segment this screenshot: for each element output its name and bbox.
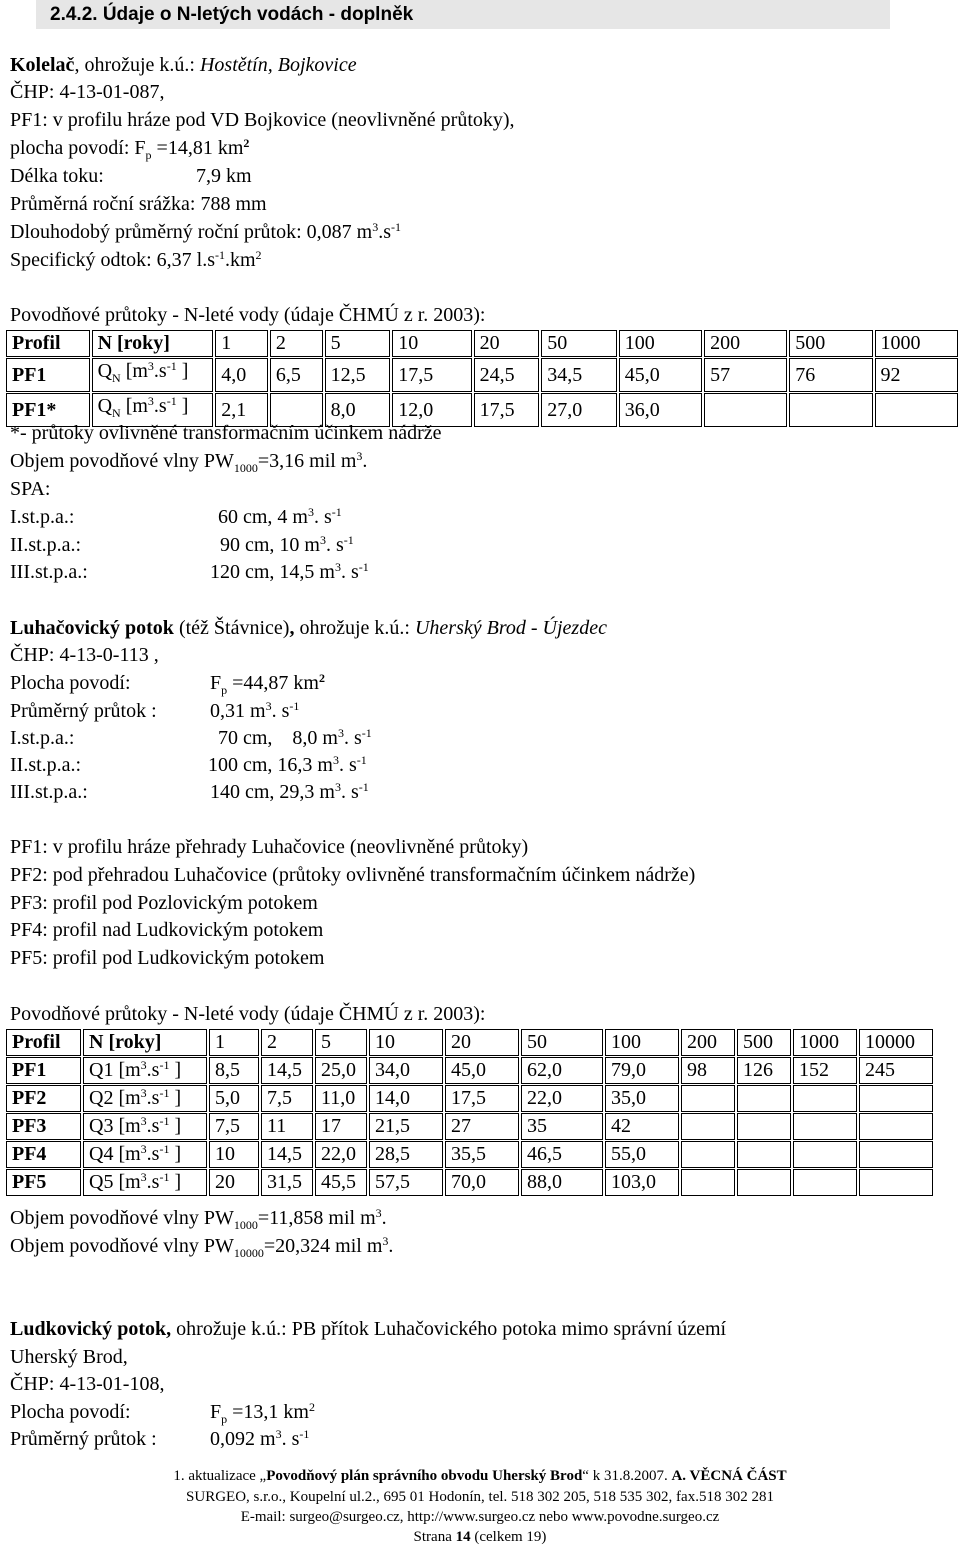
table-header-cell: 10 xyxy=(392,330,471,357)
table-header-cell: 5 xyxy=(325,330,391,357)
table-header-cell: 200 xyxy=(704,330,787,357)
flood-title: Povodňové průtoky - N-leté vody (údaje ČHMÚ z r. 2003): xyxy=(10,1003,486,1025)
kolelac-flood-table xyxy=(4,329,960,428)
table-header-cell: 1000 xyxy=(793,1029,857,1056)
footer-line-1: 1. aktualizace „Povodňový plán správního obvodu Uherský Brod“ k 31.8.2007. A. VĚCNÁ ČÁST xyxy=(173,1468,787,1484)
chp-line: ČHP: 4-13-01-087, xyxy=(10,81,165,103)
table-header-cell: 500 xyxy=(737,1029,791,1056)
value-cell: 2,1 xyxy=(215,393,268,427)
wave-volume-line: Objem povodňové vlny $PW_{10000}=20,324$ mil $m^3$. xyxy=(10,1234,394,1260)
value-cell: 88,0 xyxy=(521,1169,603,1196)
table-header-cell: 500 xyxy=(789,330,872,357)
value-cell: 7,5 xyxy=(261,1085,313,1112)
value-cell: 45,5 xyxy=(315,1169,367,1196)
value-cell xyxy=(737,1141,791,1168)
table-header-cell: 1 xyxy=(215,330,268,357)
value-cell: 11 xyxy=(261,1113,313,1140)
value-cell: 25,0 xyxy=(315,1057,367,1084)
value-cell: 17,5 xyxy=(445,1085,519,1112)
footer-line-2: SURGEO, s.r.o., Koupelní ul.2., 695 01 Hodonín, tel. 518 302 205, 518 535 302, fax.518 302 281 xyxy=(186,1489,774,1505)
value-cell: 20 xyxy=(209,1169,259,1196)
value-cell xyxy=(737,1169,791,1196)
profile-desc: PF5: profil pod Ludkovickým potokem xyxy=(10,947,325,969)
flow-line xyxy=(10,220,401,244)
unit-cell: $Q_N$ [$m^3.s^{-1}$ ] xyxy=(92,358,214,392)
value-cell: 14,5 xyxy=(261,1141,313,1168)
value-cell: 11,0 xyxy=(315,1085,367,1112)
value-cell: 4,0 xyxy=(215,358,268,392)
value-cell xyxy=(681,1085,735,1112)
table-header-cell: 20 xyxy=(474,330,540,357)
section-heading: 2.4.2. Údaje o N-letých vodách - doplněk xyxy=(36,0,890,29)
value-cell: 34,0 xyxy=(369,1057,443,1084)
value-cell: 22,0 xyxy=(521,1085,603,1112)
value-cell xyxy=(704,393,787,427)
profil-cell: PF1* xyxy=(6,393,90,427)
flood-title: Povodňové průtoky - N-leté vody (údaje ČHMÚ z r. 2003): xyxy=(10,304,486,326)
profile-desc: PF4: profil nad Ludkovickým potokem xyxy=(10,919,324,941)
value-cell: 7,5 xyxy=(209,1113,259,1140)
flow-line: Průměrný průtok : 0,092 $m^3$. $s^{-1}$ xyxy=(10,1427,310,1450)
luhacovicky-title-line: Luhačovický potok (též Štávnice), ohrožuje k.ú.: Uherský Brod - Újezdec xyxy=(10,617,607,639)
rain-line: Průměrná roční srážka: 788 mm xyxy=(10,193,267,215)
value-cell xyxy=(859,1113,933,1140)
spa-line: III.st.p.a.: 140 cm, 29,3 $m^3$. $s^{-1}$ xyxy=(10,780,369,803)
unit-cell: Q3 [$m^3.s^{-1}$ ] xyxy=(83,1113,207,1140)
value-cell xyxy=(737,1113,791,1140)
spec-unit-sup: 2 xyxy=(255,248,262,262)
value-cell xyxy=(789,393,872,427)
spec-unit: .km xyxy=(224,249,256,271)
value-cell xyxy=(681,1113,735,1140)
profile-desc: PF3: profil pod Pozlovickým potokem xyxy=(10,892,318,914)
table-header-cell: 2 xyxy=(270,330,323,357)
value-cell: 35,0 xyxy=(605,1085,679,1112)
threat-prefix: , ohrožuje k.ú.: xyxy=(74,54,200,76)
table-row xyxy=(6,1113,933,1140)
value-cell: 45,0 xyxy=(619,358,702,392)
area-line xyxy=(10,136,249,167)
value-cell: 45,0 xyxy=(445,1057,519,1084)
value-cell: 8,5 xyxy=(209,1057,259,1084)
stream-name: Kolelač xyxy=(10,54,75,76)
table-header-cell: 5 xyxy=(315,1029,367,1056)
flow-text: Dlouhodobý průměrný roční průtok: 0,087 m xyxy=(10,221,373,243)
table-header-row xyxy=(6,330,958,357)
table-row xyxy=(6,1169,933,1196)
chp-line: ČHP: 4-13-01-108, xyxy=(10,1373,165,1395)
table-row xyxy=(6,1085,933,1112)
area-label: plocha povodí: F xyxy=(10,137,146,159)
ludkovicky-title-line: Ludkovický potok, ohrožuje k.ú.: PB přítok Luhačovického potoka mimo správní území xyxy=(10,1318,727,1340)
area-line: Plocha povodí: $F_p =44,87$ $km^2$ xyxy=(10,671,325,697)
value-cell: 46,5 xyxy=(521,1141,603,1168)
value-cell: 70,0 xyxy=(445,1169,519,1196)
flow-unit: .s xyxy=(378,221,391,243)
unit-cell: Q1 [$m^3.s^{-1}$ ] xyxy=(83,1057,207,1084)
value-cell xyxy=(793,1085,857,1112)
area-value: =14,81 km xyxy=(151,137,244,159)
table-row xyxy=(6,358,958,392)
value-cell: 22,0 xyxy=(315,1141,367,1168)
wave-volume-line: Objem povodňové vlny $PW_{1000}=3,16$ mil $m^3$. xyxy=(10,449,368,475)
flow-sup: 3 xyxy=(372,220,379,234)
spa-label: SPA: xyxy=(10,478,51,500)
value-cell xyxy=(859,1169,933,1196)
spa-line: III.st.p.a.: 120 cm, 14,5 $m^3$. $s^{-1}$ xyxy=(10,560,369,583)
table-row xyxy=(6,1141,933,1168)
footer-line-3: E-mail: surgeo@surgeo.cz, http://www.surgeo.cz nebo www.povodne.surgeo.cz xyxy=(240,1509,720,1525)
value-cell: 6,5 xyxy=(270,358,323,392)
value-cell: 14,5 xyxy=(261,1057,313,1084)
luhacovicky-flood-table xyxy=(4,1028,935,1197)
spec-text: Specifický odtok: 6,37 l.s xyxy=(10,249,215,271)
value-cell xyxy=(793,1141,857,1168)
value-cell: 55,0 xyxy=(605,1141,679,1168)
pf1-line: PF1: v profilu hráze pod VD Bojkovice (neovlivněné průtoky), xyxy=(10,109,515,131)
length-line xyxy=(10,164,252,188)
value-cell: 27,0 xyxy=(541,393,616,427)
table-header-cell: 200 xyxy=(681,1029,735,1056)
spa-line: II.st.p.a.: 100 cm, 16,3 $m^3$. $s^{-1}$ xyxy=(10,753,367,776)
area-line: Plocha povodí: $F_p =13,1$ $km^2$ xyxy=(10,1400,315,1426)
value-cell xyxy=(681,1141,735,1168)
chp-line: ČHP: 4-13-0-113 , xyxy=(10,644,159,666)
table-header-cell: 2 xyxy=(261,1029,313,1056)
value-cell: 17,5 xyxy=(392,358,471,392)
value-cell: 98 xyxy=(681,1057,735,1084)
table-header-cell: 50 xyxy=(521,1029,603,1056)
value-cell: 57 xyxy=(704,358,787,392)
kolelac-title-line xyxy=(10,53,357,77)
value-cell: 21,5 xyxy=(369,1113,443,1140)
unit-cell: Q2 [$m^3.s^{-1}$ ] xyxy=(83,1085,207,1112)
table-header-cell: 1000 xyxy=(875,330,959,357)
value-cell: 35 xyxy=(521,1113,603,1140)
threat-places: Uherský Brod - Újezdec xyxy=(414,617,607,639)
unit-cell: Q4 [$m^3.s^{-1}$ ] xyxy=(83,1141,207,1168)
table-header-cell: 10 xyxy=(369,1029,443,1056)
value-cell: 14,0 xyxy=(369,1085,443,1112)
value-cell: 42 xyxy=(605,1113,679,1140)
value-cell: 5,0 xyxy=(209,1085,259,1112)
value-cell xyxy=(859,1085,933,1112)
value-cell: 10 xyxy=(209,1141,259,1168)
length-value: 7,9 km xyxy=(196,165,252,187)
profil-cell: PF1 xyxy=(6,358,90,392)
table-header-cell: 100 xyxy=(605,1029,679,1056)
value-cell xyxy=(681,1169,735,1196)
table-header-cell: N [roky] xyxy=(92,330,214,357)
value-cell: 36,0 xyxy=(619,393,702,427)
profil-cell: PF1 xyxy=(6,1057,81,1084)
value-cell: 8,0 xyxy=(325,393,391,427)
table-header-cell: 100 xyxy=(619,330,702,357)
spec-sup: -1 xyxy=(214,248,225,262)
value-cell: 126 xyxy=(737,1057,791,1084)
table-header-cell: Profil xyxy=(6,1029,81,1056)
profil-cell: PF3 xyxy=(6,1113,81,1140)
spa-line: II.st.p.a.: 90 cm, 10 $m^3$. $s^{-1}$ xyxy=(10,533,354,556)
table-header-cell: 20 xyxy=(445,1029,519,1056)
table-header-row xyxy=(6,1029,933,1056)
value-cell: 76 xyxy=(789,358,872,392)
flow-line: Průměrný průtok : 0,31 $m^3$. $s^{-1}$ xyxy=(10,699,300,722)
area-sup: 2 xyxy=(243,136,250,150)
value-cell: 62,0 xyxy=(521,1057,603,1084)
table-header-cell: Profil xyxy=(6,330,90,357)
footer-page-number: Strana 14 (celkem 19) xyxy=(413,1529,547,1545)
spa-line: I.st.p.a.: 60 cm, 4 $m^3$. $s^{-1}$ xyxy=(10,505,342,528)
spa-line: I.st.p.a.: 70 cm, 8,0 $m^3$. $s^{-1}$ xyxy=(10,726,372,749)
value-cell: 31,5 xyxy=(261,1169,313,1196)
profile-desc: PF2: pod přehradou Luhačovice (průtoky ovlivněné transformačním účinkem nádrže) xyxy=(10,864,696,886)
value-cell: 17 xyxy=(315,1113,367,1140)
profil-cell: PF5 xyxy=(6,1169,81,1196)
profile-desc: PF1: v profilu hráze přehrady Luhačovice (neovlivněné průtoky) xyxy=(10,836,529,858)
length-label: Délka toku: xyxy=(10,165,104,187)
specific-runoff-line xyxy=(10,248,262,272)
value-cell: 27 xyxy=(445,1113,519,1140)
table-header-cell: 50 xyxy=(541,330,616,357)
value-cell: 24,5 xyxy=(474,358,540,392)
table-header-cell: 10000 xyxy=(859,1029,933,1056)
table-row xyxy=(6,1057,933,1084)
stream-name: Ludkovický potok, xyxy=(10,1318,172,1340)
value-cell: 152 xyxy=(793,1057,857,1084)
value-cell xyxy=(859,1141,933,1168)
value-cell: 35,5 xyxy=(445,1141,519,1168)
flow-unit-sup: -1 xyxy=(390,220,401,234)
value-cell: 17,5 xyxy=(474,393,540,427)
value-cell: 57,5 xyxy=(369,1169,443,1196)
value-cell xyxy=(737,1085,791,1112)
value-cell: 34,5 xyxy=(541,358,616,392)
value-cell xyxy=(793,1113,857,1140)
value-cell: 245 xyxy=(859,1057,933,1084)
table-header-cell: N [roky] xyxy=(83,1029,207,1056)
threat-places: Hostětín, Bojkovice xyxy=(199,54,357,76)
value-cell: 92 xyxy=(875,358,959,392)
unit-cell: $Q_N$ [$m^3.s^{-1}$ ] xyxy=(92,393,214,427)
profil-cell: PF2 xyxy=(6,1085,81,1112)
value-cell: 79,0 xyxy=(605,1057,679,1084)
value-cell xyxy=(875,393,959,427)
value-cell: 12,5 xyxy=(325,358,391,392)
value-cell: 12,0 xyxy=(392,393,471,427)
table-note: *- průtoky ovlivněné transformačním účinkem nádrže xyxy=(10,422,442,444)
value-cell: 103,0 xyxy=(605,1169,679,1196)
unit-cell: Q5 [$m^3.s^{-1}$ ] xyxy=(83,1169,207,1196)
value-cell xyxy=(793,1169,857,1196)
stream-name: Luhačovický potok xyxy=(10,617,174,639)
value-cell: 28,5 xyxy=(369,1141,443,1168)
area-sub: p xyxy=(145,148,152,162)
ludkovicky-title-cont: Uherský Brod, xyxy=(10,1346,128,1368)
wave-volume-line: Objem povodňové vlny $PW_{1000}=11,858$ mil $m^3$. xyxy=(10,1206,387,1232)
table-header-cell: 1 xyxy=(209,1029,259,1056)
profil-cell: PF4 xyxy=(6,1141,81,1168)
